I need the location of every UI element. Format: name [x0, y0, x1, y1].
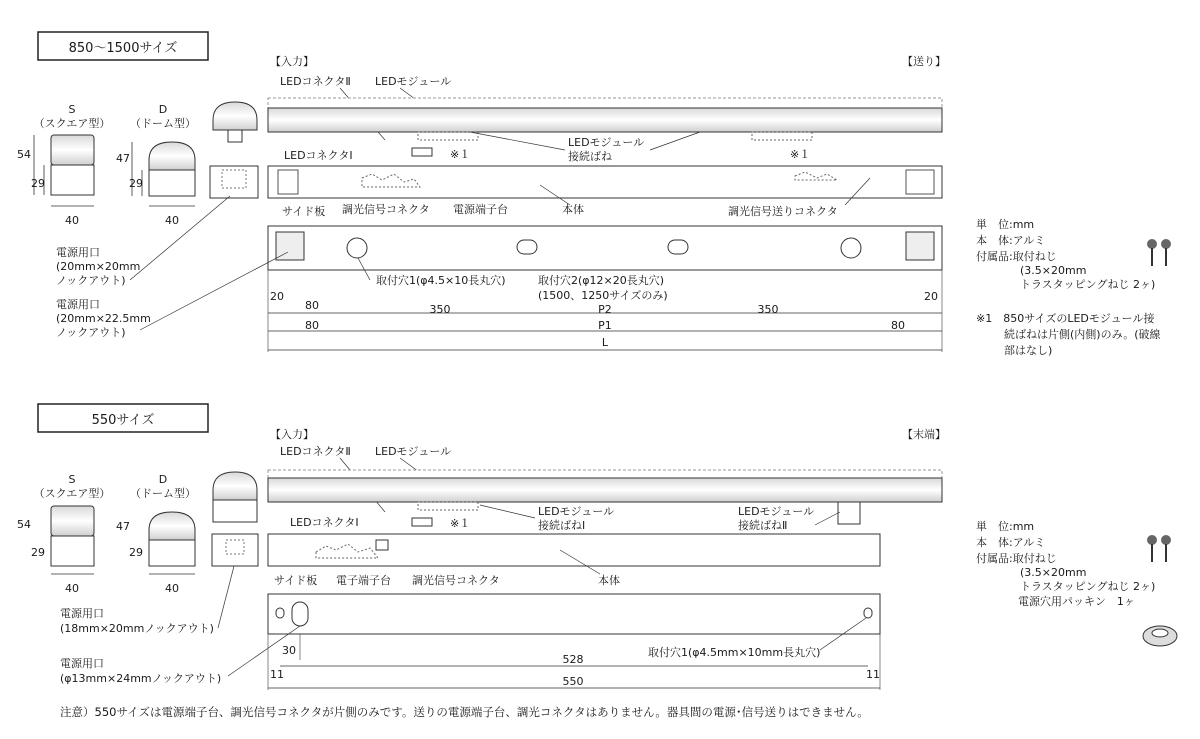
led-module-body	[268, 108, 942, 132]
spec-accessory: 付属品:取付ねじ	[976, 250, 1057, 263]
leader-line	[650, 132, 700, 150]
led-connector-2-label: LEDコネクタⅡ	[280, 445, 351, 458]
port2-label-2: (20mm×22.5mm	[56, 312, 151, 325]
body-label: 本体	[598, 574, 620, 587]
section-550	[17, 404, 1177, 690]
spring-label-1: LEDモジュール	[568, 136, 645, 149]
port1-label-1: 電源用口	[60, 607, 104, 620]
dim-20a: 20	[270, 290, 284, 303]
hole2-label: 取付穴2(φ12×20長丸穴)	[538, 274, 665, 287]
led-module-label: LEDモジュール	[375, 75, 452, 88]
body-bottom-view	[268, 594, 880, 634]
spring-area	[752, 132, 812, 140]
spring1-label-1: LEDモジュール	[538, 505, 615, 518]
port1-label-3: ノックアウト)	[56, 274, 126, 287]
dim-send-connector-label: 調光信号送りコネクタ	[728, 205, 838, 218]
leader-line	[130, 196, 230, 280]
dim-11a: 11	[270, 668, 284, 681]
dim-350b: 350	[757, 303, 779, 316]
spring-label-2: 接続ばね	[568, 150, 612, 163]
port1-label-1: 電源用口	[56, 246, 100, 259]
dim-30: 30	[282, 644, 296, 657]
port2-label-1: 電源用口	[56, 298, 100, 311]
dim-connector-label: 調光信号コネクタ	[412, 574, 500, 587]
note-mark: ※１	[450, 517, 471, 530]
spring1-label-2: 接続ばねⅠ	[538, 519, 586, 532]
spec-accessory-2: (3.5×20mm	[1020, 566, 1087, 579]
side-plate-label: サイド板	[282, 205, 326, 218]
spec-accessory: 付属品:取付ねじ	[976, 552, 1057, 565]
s-profile	[51, 506, 94, 566]
s-label: S	[68, 103, 76, 116]
spec-accessory-3: トラスタッピングねじ 2ヶ)	[1020, 278, 1156, 291]
d-sub: （ドーム型）	[130, 117, 196, 130]
body-label: 本体	[562, 203, 584, 216]
spec-accessory-4: 電源穴用パッキン 1ヶ	[1018, 595, 1135, 608]
dim-p2: P2	[598, 303, 612, 316]
output-label: 【末端】	[902, 428, 946, 441]
dim-54: 54	[17, 148, 31, 161]
section1-title: 850〜1500サイズ	[68, 41, 178, 56]
screw-icon	[1147, 239, 1171, 266]
leader-line	[815, 512, 840, 525]
note1-line-b: 続ばねは片側(内側)のみ。(破線	[1004, 328, 1161, 341]
end-cap-square-view	[212, 534, 258, 566]
dim-connector-label: 調光信号コネクタ	[342, 203, 430, 216]
s-sub: （スクエア型）	[33, 117, 111, 130]
dim-40b: 40	[165, 582, 179, 595]
spring-2-shape	[838, 502, 860, 524]
dim-80a-2: 80	[305, 319, 319, 332]
dim-47: 47	[116, 152, 130, 165]
dim-54: 54	[17, 518, 31, 531]
note-mark-1b: ※１	[790, 148, 811, 161]
terminal-label: 電子端子台	[336, 574, 391, 587]
body-side-view	[268, 534, 880, 566]
dim-29b: 29	[129, 546, 143, 559]
leader-line	[470, 132, 565, 150]
spring-area	[418, 502, 478, 510]
dim-29a: 29	[31, 177, 45, 190]
dim-40b: 40	[165, 214, 179, 227]
knockout-square	[906, 232, 934, 260]
input-label: 【入力】	[270, 55, 314, 68]
d-label: D	[158, 473, 168, 486]
led-connector-2-label: LEDコネクタⅡ	[280, 75, 351, 88]
spring2-label-2: 接続ばねⅡ	[738, 519, 788, 532]
spec-body: 本 体:アルミ	[976, 234, 1046, 247]
note-mark-1a: ※１	[450, 148, 471, 161]
hole1-label: 取付穴1(φ4.5mm×10mm長丸穴)	[648, 646, 821, 659]
spec-accessory-3: トラスタッピングねじ 2ヶ)	[1020, 580, 1156, 593]
dim-40a: 40	[65, 214, 79, 227]
section-850-1500	[17, 32, 1171, 357]
dim-80a: 80	[305, 299, 319, 312]
d-sub: （ドーム型）	[130, 487, 196, 500]
power-terminal-label: 電源端子台	[453, 203, 508, 216]
dim-connector-shape	[376, 540, 388, 550]
dim-20b: 20	[924, 290, 938, 303]
led-module-label: LEDモジュール	[375, 445, 452, 458]
dim-l: L	[601, 336, 609, 349]
dim-p1: P1	[598, 319, 612, 332]
d-profile	[149, 512, 195, 566]
leader-line	[218, 566, 234, 628]
screw-icon	[1147, 535, 1171, 562]
spec-body: 本 体:アルミ	[976, 536, 1046, 549]
end-cap-dome-view	[213, 472, 257, 522]
note1-line-c: 部はなし)	[1004, 344, 1053, 357]
s-profile	[51, 135, 94, 195]
spec-unit: 単 位:mm	[976, 218, 1035, 231]
spring2-label-1: LEDモジュール	[738, 505, 815, 518]
input-label: 【入力】	[270, 428, 314, 441]
d-label: D	[158, 103, 168, 116]
s-label: S	[68, 473, 76, 486]
leader-line	[480, 505, 535, 518]
dim-350a: 350	[429, 303, 451, 316]
spec-unit: 単 位:mm	[976, 520, 1035, 533]
output-label: 【送り】	[902, 55, 946, 68]
dim-47: 47	[116, 520, 130, 533]
spec-accessory-2: (3.5×20mm	[1020, 264, 1087, 277]
s-sub: （スクエア型）	[33, 487, 111, 500]
note1-line-a: ※1 850サイズのLEDモジュール接	[976, 312, 1155, 325]
port2-label-3: ノックアウト)	[56, 326, 126, 339]
dim-29a: 29	[31, 546, 45, 559]
hole2-sub-label: (1500、1250サイズのみ)	[538, 289, 668, 302]
body-side-view	[268, 166, 942, 198]
port1-label-2: (20mm×20mm	[56, 260, 141, 273]
port2-label-2: (φ13mm×24mmノックアウト)	[60, 672, 222, 685]
dim-11b: 11	[866, 668, 880, 681]
dim-29b: 29	[129, 177, 143, 190]
dim-80b: 80	[891, 319, 905, 332]
dim-40a: 40	[65, 582, 79, 595]
led-connector-1-label: LEDコネクタⅠ	[284, 149, 353, 162]
port1-label-2: (18mm×20mmノックアウト)	[60, 622, 214, 635]
end-cap-dome-view	[213, 102, 257, 142]
gasket-icon	[1143, 626, 1177, 646]
d-profile	[149, 142, 195, 196]
connector-shape	[412, 518, 432, 526]
section2-title: 550サイズ	[91, 413, 155, 428]
leader-line	[140, 252, 288, 330]
connector-shape	[412, 148, 432, 156]
led-connector-1-label: LEDコネクタⅠ	[290, 516, 359, 529]
dim-550: 550	[562, 675, 584, 688]
hole1-label: 取付穴1(φ4.5×10長丸穴)	[376, 274, 506, 287]
port2-label-1: 電源用口	[60, 657, 104, 670]
dim-528: 528	[562, 653, 584, 666]
end-cap-square-view	[210, 166, 258, 198]
footer-note: 注意）550サイズは電源端子台、調光信号コネクタが片側のみです。送りの電源端子台、調光コネクタはありません。器具間の電源･信号送りはできません。	[60, 705, 869, 719]
spring-area	[418, 132, 478, 140]
led-module-body	[268, 478, 942, 502]
side-plate-label: サイド板	[274, 574, 318, 587]
